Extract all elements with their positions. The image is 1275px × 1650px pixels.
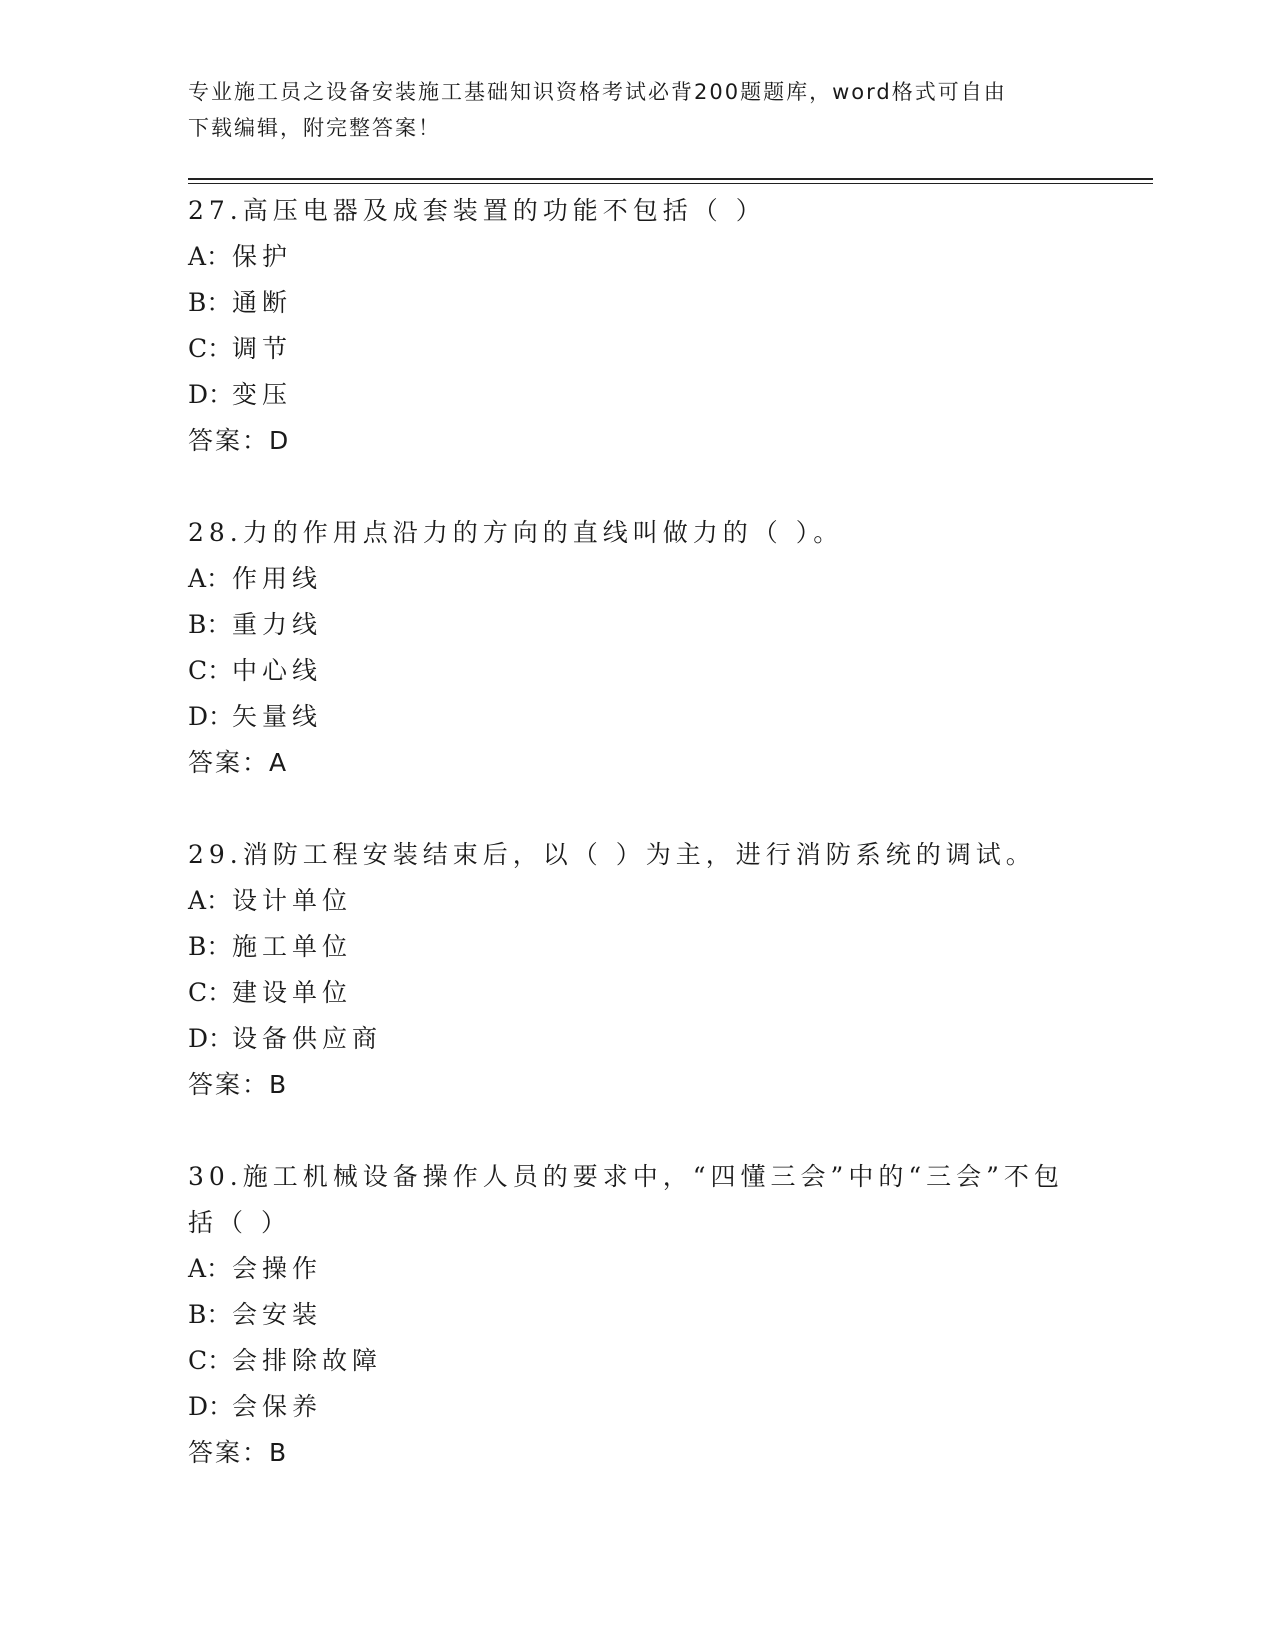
- question-stem: 27.高压电器及成套装置的功能不包括（ ）: [188, 196, 766, 225]
- option-a: [188, 1246, 1088, 1292]
- option-c: [188, 970, 1088, 1016]
- answer-line: 答案：B: [188, 1438, 289, 1467]
- option-key: D：: [188, 380, 234, 409]
- option-key: B：: [188, 1300, 232, 1329]
- option-a: [188, 556, 1088, 602]
- option-key: A：: [188, 1254, 232, 1283]
- option-key: B：: [188, 288, 232, 317]
- option-c: [188, 1338, 1088, 1384]
- header-divider-thin: [188, 183, 1153, 184]
- option-c: [188, 648, 1088, 694]
- option-text: 会排除故障: [232, 1346, 383, 1375]
- option-b: [188, 924, 1088, 970]
- option-a: [188, 234, 1088, 280]
- option-b: [188, 602, 1088, 648]
- question-28: [188, 510, 1088, 786]
- option-key: D：: [188, 702, 234, 731]
- question-stem: 30.施工机械设备操作人员的要求中，“四懂三会”中的“三会”不包括（ ）: [188, 1162, 1064, 1237]
- header-divider: [188, 178, 1153, 180]
- question-stem: 28.力的作用点沿力的方向的直线叫做力的（ ）。: [188, 518, 844, 547]
- document-header: [188, 74, 1088, 146]
- option-text: 会保养: [232, 1392, 323, 1421]
- option-key: A：: [188, 242, 232, 271]
- option-c: [188, 326, 1088, 372]
- header-intro-line-2: 下载编辑，附完整答案！: [188, 116, 441, 140]
- header-intro-line-1: 专业施工员之设备安装施工基础知识资格考试必背200题题库，word格式可自由: [188, 80, 1007, 104]
- option-text: 矢量线: [232, 702, 323, 731]
- option-text: 变压: [232, 380, 293, 409]
- option-text: 施工单位: [232, 932, 353, 961]
- option-d: [188, 1384, 1088, 1430]
- option-key: C：: [188, 334, 233, 363]
- option-text: 设计单位: [232, 886, 353, 915]
- option-d: [188, 694, 1088, 740]
- answer-line: 答案：A: [188, 748, 289, 777]
- option-d: [188, 372, 1088, 418]
- option-key: B：: [188, 932, 232, 961]
- option-key: C：: [188, 978, 233, 1007]
- option-text: 设备供应商: [232, 1024, 383, 1053]
- option-key: A：: [188, 564, 232, 593]
- option-text: 会安装: [232, 1300, 323, 1329]
- option-text: 建设单位: [232, 978, 353, 1007]
- option-text: 调节: [232, 334, 293, 363]
- option-key: A：: [188, 886, 232, 915]
- option-key: B：: [188, 610, 232, 639]
- option-a: [188, 878, 1088, 924]
- option-key: C：: [188, 656, 233, 685]
- question-list: [188, 188, 1088, 1522]
- option-text: 保护: [232, 242, 293, 271]
- option-text: 作用线: [232, 564, 323, 593]
- option-key: D：: [188, 1024, 234, 1053]
- option-d: [188, 1016, 1088, 1062]
- option-key: D：: [188, 1392, 234, 1421]
- question-27: [188, 188, 1088, 464]
- answer-line: 答案：D: [188, 426, 291, 455]
- option-b: [188, 280, 1088, 326]
- question-29: [188, 832, 1088, 1108]
- option-b: [188, 1292, 1088, 1338]
- question-stem: 29.消防工程安装结束后，以（ ）为主，进行消防系统的调试。: [188, 840, 1036, 869]
- option-key: C：: [188, 1346, 233, 1375]
- question-30: [188, 1154, 1088, 1476]
- option-text: 会操作: [232, 1254, 323, 1283]
- option-text: 中心线: [232, 656, 323, 685]
- answer-line: 答案：B: [188, 1070, 289, 1099]
- option-text: 重力线: [232, 610, 323, 639]
- option-text: 通断: [232, 288, 293, 317]
